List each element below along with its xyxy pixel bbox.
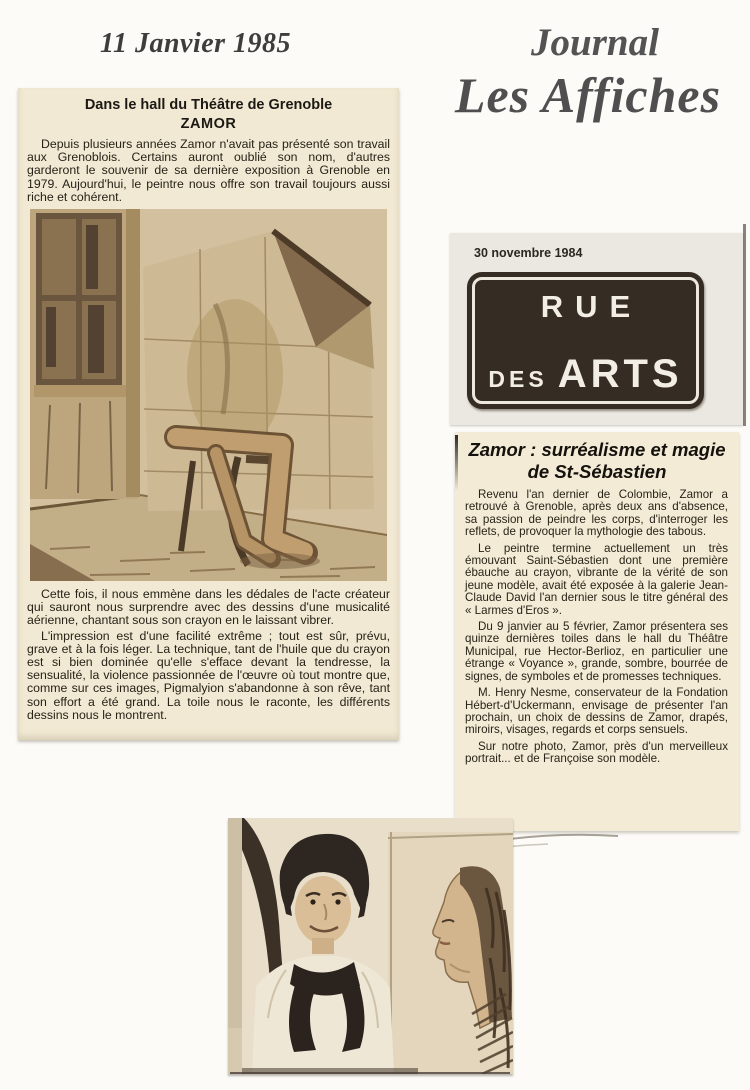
sign-text-rue: RUE bbox=[540, 289, 643, 324]
photo-bottom-shadow bbox=[230, 1072, 510, 1074]
rue-des-arts-clipping bbox=[450, 233, 743, 425]
left-article-paragraph: Cette fois, il nous emmène dans les dédales de l'acte créateur qui sauront nous surprendre avec des dessins d'une musicalité aérienne, chantant sous son crayon en le laissant vibrer. bbox=[27, 587, 390, 628]
clipping-date: 30 novembre 1984 bbox=[474, 246, 583, 260]
draped-figure-drawing-image bbox=[30, 209, 387, 581]
handwritten-date: 11 Janvier 1985 bbox=[100, 28, 292, 59]
journal-title-line1: Journal bbox=[531, 21, 659, 64]
left-article-paragraph: L'impression est d'une facilité extrême ; tout est sûr, prévu, grave et à la fois léger. La technique, tant de l'huile que du crayon est si bien dominée qu'elle s'efface devant la tendresse, la sensualité, la violence passionnée de l'œuvre où tout montre que, comme sur ces images, Pigmalyion s'abandonne à son rêve, tant son effort a été grand. La toile nous le raconte, les différents dessins nous le montrent. bbox=[27, 628, 390, 722]
right-article-paragraph: M. Henry Nesme, conservateur de la Fondation Hébert-d'Uckermann, envisage de présenter l'an prochain, un choix de dessins de Zamor, drapés, miroirs, visages, regards et corps sensuels. bbox=[465, 686, 728, 737]
right-article-headline: Zamor : surréalisme et magie bbox=[468, 439, 726, 460]
rue-des-arts-sign-image bbox=[467, 272, 704, 409]
sign-text-des: DES bbox=[488, 366, 548, 392]
torn-edge-smudge bbox=[455, 435, 458, 491]
left-article-paragraph: Depuis plusieurs années Zamor n'avait pas présenté son travail aux Grenoblois. Certains auront oublié son nom, d'autres garderont le souvenir de sa dernière exposition à Grenoble en 1979. Aujourd'hui, le peintre nous offre son travail toujours aussi riche et cohérent. bbox=[27, 137, 390, 204]
sign-text-arts: ARTS bbox=[557, 352, 683, 396]
left-article-kicker: Dans le hall du Théâtre de Grenoble bbox=[84, 97, 333, 113]
right-article-clipping bbox=[455, 432, 739, 831]
right-article-headline: de St-Sébastien bbox=[527, 460, 667, 482]
left-article-title: ZAMOR bbox=[180, 116, 237, 132]
right-article-paragraph: Sur notre photo, Zamor, près d'un merveilleux portrait... et de Françoise son modèle. bbox=[465, 739, 728, 766]
zamor-and-portrait-photo bbox=[228, 818, 513, 1074]
right-article-paragraph: Du 9 janvier au 5 février, Zamor présentera ses quinze dernières toiles dans le hall du Théâtre Municipal, rue Hector-Berlioz, en particulier une étrange « Voyance », grande, sombre, bourrée de signes, de symboles et de promesses techniques. bbox=[465, 620, 728, 683]
right-article-paragraph: Revenu l'an dernier de Colombie, Zamor a retrouvé à Grenoble, après deux ans d'absence, sa passion de peindre les corps, d'interroger les reflets, de provoquer la mythologie des tabous. bbox=[465, 488, 728, 539]
scan-edge-artifact bbox=[743, 224, 746, 426]
left-article-clipping bbox=[18, 88, 399, 740]
right-article-paragraph: Le peintre termine actuellement un très émouvant Saint-Sébastien dont une première ébauche au crayon, vibrante de la vérité de son jeune modèle, avait été exposée à la galerie Jean-Claude David l'an dernier sous le titre général des « Larmes d'Eros ». bbox=[465, 541, 728, 617]
journal-title-line2: Les Affiches bbox=[454, 67, 722, 123]
